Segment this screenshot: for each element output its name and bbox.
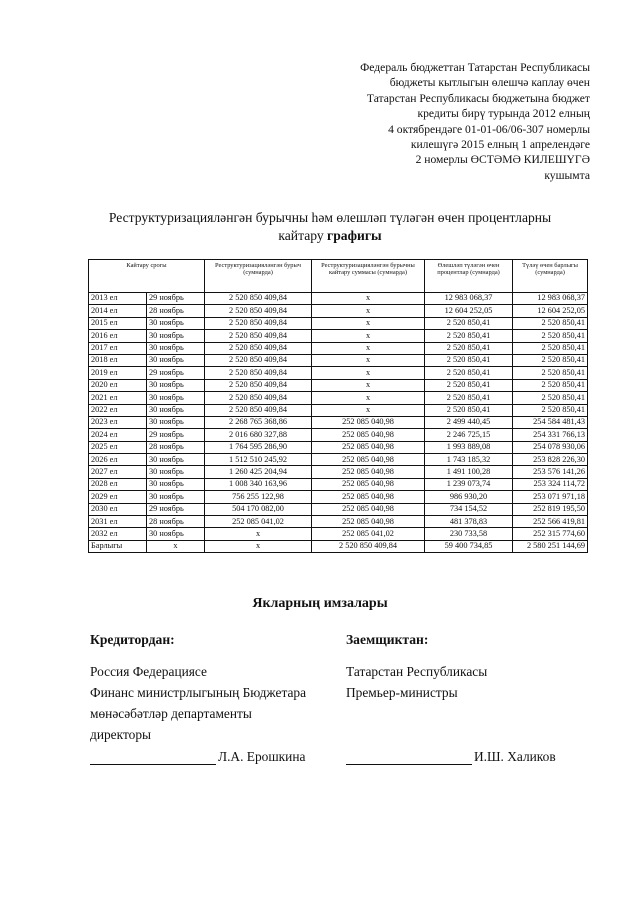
table-row bbox=[89, 516, 588, 528]
creditor-role: Кредитордан: bbox=[90, 632, 175, 647]
interest-amount-cell: 734 154,52 bbox=[425, 503, 513, 515]
interest-amount-cell: 2 520 850,41 bbox=[425, 317, 513, 329]
debt-return-cell: x bbox=[312, 305, 425, 317]
header-line: Федераль бюджеттан Татарстан Республикасы bbox=[360, 61, 590, 74]
restructured-debt-cell: 1 764 595 286,90 bbox=[205, 441, 312, 453]
interest-amount-cell: 12 604 252,05 bbox=[425, 305, 513, 317]
interest-amount-cell: 230 733,58 bbox=[425, 528, 513, 540]
header-line: кушымта bbox=[544, 168, 590, 182]
header-total: Түләү өчен барлыгы (сумнарда) bbox=[513, 260, 588, 293]
term-year-cell: 2027 ел bbox=[89, 466, 147, 478]
header-line: бюджеты кытлыгын өлешчә каплау өчен bbox=[389, 76, 590, 90]
table-row bbox=[89, 379, 588, 391]
total-amount-cell: 2 520 850,41 bbox=[513, 367, 588, 379]
restructured-debt-cell: 252 085 041,02 bbox=[205, 516, 312, 528]
debt-return-cell: 252 085 041,02 bbox=[312, 528, 425, 540]
total-amount-cell: 254 078 930,06 bbox=[513, 441, 588, 453]
borrower-name: И.Ш. Халиков bbox=[474, 749, 556, 764]
total-amount-cell: 254 584 481,43 bbox=[513, 416, 588, 428]
debt-return-cell: x bbox=[312, 404, 425, 416]
term-date-cell: 28 ноябрь bbox=[147, 305, 205, 317]
total-amount-cell: 2 520 850,41 bbox=[513, 342, 588, 354]
total-amount-cell: 253 828 226,30 bbox=[513, 454, 588, 466]
term-year-cell: 2015 ел bbox=[89, 317, 147, 329]
total-amount-cell: 253 576 141,26 bbox=[513, 466, 588, 478]
borrower-line: Премьер-министры bbox=[346, 685, 458, 700]
interest-amount-cell: 2 520 850,41 bbox=[425, 392, 513, 404]
term-date-cell: 30 ноябрь bbox=[147, 491, 205, 503]
borrower-line bbox=[346, 724, 606, 745]
debt-return-cell: x bbox=[312, 293, 425, 305]
interest-amount-cell: 2 520 850,41 bbox=[425, 354, 513, 366]
creditor-position bbox=[90, 661, 350, 745]
restructured-debt-cell: 2 520 850 409,84 bbox=[205, 379, 312, 391]
restructured-debt-cell: 1 260 425 204,94 bbox=[205, 466, 312, 478]
creditor-name: Л.А. Ерошкина bbox=[218, 749, 306, 764]
interest-amount-cell: 59 400 734,85 bbox=[425, 540, 513, 552]
restructured-debt-cell: 2 016 680 327,88 bbox=[205, 429, 312, 441]
borrower-position bbox=[346, 661, 606, 745]
title-line-2-bold: графигы bbox=[327, 228, 382, 243]
restructured-debt-cell: 2 520 850 409,84 bbox=[205, 293, 312, 305]
header-line: 2 номерлы ӨСТӘМӘ КИЛЕШҮГӘ bbox=[415, 153, 590, 167]
total-amount-cell: 2 520 850,41 bbox=[513, 354, 588, 366]
header-interest: Өлешләп түләгән өчен процентлар (сумнарда) bbox=[425, 260, 513, 293]
interest-amount-cell: 2 246 725,15 bbox=[425, 429, 513, 441]
debt-return-cell: 252 085 040,98 bbox=[312, 429, 425, 441]
total-amount-cell: 254 331 766,13 bbox=[513, 429, 588, 441]
term-date-cell: 28 ноябрь bbox=[147, 441, 205, 453]
term-date-cell: 30 ноябрь bbox=[147, 379, 205, 391]
interest-amount-cell: 2 520 850,41 bbox=[425, 379, 513, 391]
table-row bbox=[89, 478, 588, 490]
table-row bbox=[89, 404, 588, 416]
debt-return-cell: 252 085 040,98 bbox=[312, 454, 425, 466]
restructured-debt-cell: 2 520 850 409,84 bbox=[205, 354, 312, 366]
table-row bbox=[89, 330, 588, 342]
debt-return-cell: x bbox=[312, 367, 425, 379]
term-date-cell: 30 ноябрь bbox=[147, 404, 205, 416]
table-row bbox=[89, 342, 588, 354]
restructured-debt-cell: 1 512 510 245,92 bbox=[205, 454, 312, 466]
table-row bbox=[89, 293, 588, 305]
total-amount-cell: 2 520 850,41 bbox=[513, 330, 588, 342]
title-line-2-text: кайтару bbox=[278, 228, 328, 243]
interest-amount-cell: 481 378,83 bbox=[425, 516, 513, 528]
table-header-row bbox=[89, 260, 588, 293]
restructured-debt-cell: 1 008 340 163,96 bbox=[205, 478, 312, 490]
debt-return-cell: 252 085 040,98 bbox=[312, 416, 425, 428]
total-amount-cell: 12 983 068,37 bbox=[513, 293, 588, 305]
title-line-1: Реструктуризацияләнгән бурычны һәм өлешләп түләгән өчен процентларны bbox=[108, 210, 552, 225]
total-amount-cell: 252 315 774,60 bbox=[513, 528, 588, 540]
interest-amount-cell: 2 499 440,45 bbox=[425, 416, 513, 428]
term-date-cell: 29 ноябрь bbox=[147, 429, 205, 441]
borrower-line bbox=[346, 703, 606, 724]
table-row bbox=[89, 454, 588, 466]
interest-amount-cell: 1 491 100,28 bbox=[425, 466, 513, 478]
borrower-role: Заемщиктан: bbox=[346, 632, 429, 647]
debt-return-cell: x bbox=[312, 342, 425, 354]
term-year-cell: 2032 ел bbox=[89, 528, 147, 540]
term-date-cell: 30 ноябрь bbox=[147, 478, 205, 490]
table-row bbox=[89, 491, 588, 503]
term-year-cell: 2020 ел bbox=[89, 379, 147, 391]
header-restructured-debt: Реструктуризацияләнгән бурыч (сумнарда) bbox=[205, 260, 312, 293]
restructured-debt-cell: 2 268 765 368,86 bbox=[205, 416, 312, 428]
term-year-cell: 2017 ел bbox=[89, 342, 147, 354]
term-date-cell: 30 ноябрь bbox=[147, 416, 205, 428]
signatures-title: Якларның имзалары bbox=[252, 596, 388, 611]
table-row bbox=[89, 354, 588, 366]
title-line-2 bbox=[60, 227, 600, 245]
term-year-cell: 2019 ел bbox=[89, 367, 147, 379]
interest-amount-cell: 2 520 850,41 bbox=[425, 342, 513, 354]
creditor-line: мөнәсәбәтләр департаменты bbox=[90, 706, 252, 721]
total-amount-cell: 2 520 850,41 bbox=[513, 404, 588, 416]
term-year-cell: 2028 ел bbox=[89, 478, 147, 490]
header-debt-return: Реструктуризацияләнгән бурычны кайтару суммасы (сумнарда) bbox=[312, 260, 425, 293]
creditor-line: директоры bbox=[90, 727, 152, 742]
term-year-cell: 2016 ел bbox=[89, 330, 147, 342]
table-row bbox=[89, 503, 588, 515]
creditor-line: Финанс министрлыгының Бюджетара bbox=[90, 685, 307, 700]
total-amount-cell: 252 819 195,50 bbox=[513, 503, 588, 515]
term-date-cell: 30 ноябрь bbox=[147, 330, 205, 342]
creditor-sign-line bbox=[90, 749, 350, 765]
table-row bbox=[89, 367, 588, 379]
debt-return-cell: 252 085 040,98 bbox=[312, 441, 425, 453]
term-date-cell: 28 ноябрь bbox=[147, 516, 205, 528]
restructured-debt-cell: x bbox=[205, 528, 312, 540]
interest-amount-cell: 12 983 068,37 bbox=[425, 293, 513, 305]
debt-return-cell: 252 085 040,98 bbox=[312, 503, 425, 515]
table-row bbox=[89, 429, 588, 441]
term-date-cell: 29 ноябрь bbox=[147, 503, 205, 515]
debt-return-cell: 252 085 040,98 bbox=[312, 491, 425, 503]
header-line: килешүгә 2015 елның 1 апрелендәге bbox=[410, 138, 590, 152]
table-body bbox=[89, 293, 588, 553]
header-line: кредиты бирү турында 2012 елның bbox=[417, 107, 590, 121]
debt-return-cell: x bbox=[312, 330, 425, 342]
creditor-signature-block bbox=[90, 632, 350, 765]
header-line: Татарстан Республикасы бюджетына бюджет bbox=[366, 91, 590, 105]
term-year-cell: 2029 ел bbox=[89, 491, 147, 503]
interest-amount-cell: 2 520 850,41 bbox=[425, 330, 513, 342]
term-year-cell: 2014 ел bbox=[89, 305, 147, 317]
signature-underline bbox=[346, 750, 472, 765]
header-line: 4 октябрендәге 01-01-06/06-307 номерлы bbox=[388, 122, 590, 136]
table-row bbox=[89, 392, 588, 404]
term-year-cell: 2030 ел bbox=[89, 503, 147, 515]
total-amount-cell: 253 324 114,72 bbox=[513, 478, 588, 490]
header-term: Кайтару срогы bbox=[89, 260, 205, 293]
debt-return-cell: x bbox=[312, 392, 425, 404]
restructured-debt-cell: 504 170 082,00 bbox=[205, 503, 312, 515]
interest-amount-cell: 1 239 073,74 bbox=[425, 478, 513, 490]
total-amount-cell: 2 580 251 144,69 bbox=[513, 540, 588, 552]
table-row bbox=[89, 528, 588, 540]
term-date-cell: 30 ноябрь bbox=[147, 392, 205, 404]
restructured-debt-cell: 756 255 122,98 bbox=[205, 491, 312, 503]
term-date-cell: 29 ноябрь bbox=[147, 293, 205, 305]
term-year-cell: 2031 ел bbox=[89, 516, 147, 528]
appendix-header bbox=[290, 60, 590, 183]
debt-return-cell: 252 085 040,98 bbox=[312, 466, 425, 478]
debt-return-cell: x bbox=[312, 317, 425, 329]
term-year-cell: 2026 ел bbox=[89, 454, 147, 466]
restructured-debt-cell: x bbox=[205, 540, 312, 552]
term-date-cell: 30 ноябрь bbox=[147, 342, 205, 354]
creditor-line: Россия Федерациясе bbox=[90, 664, 207, 679]
table-total-row bbox=[89, 540, 588, 552]
term-date-cell: 29 ноябрь bbox=[147, 367, 205, 379]
term-date-cell: x bbox=[147, 540, 205, 552]
table-row bbox=[89, 305, 588, 317]
total-amount-cell: 12 604 252,05 bbox=[513, 305, 588, 317]
repayment-schedule-table bbox=[88, 259, 588, 553]
restructured-debt-cell: 2 520 850 409,84 bbox=[205, 305, 312, 317]
restructured-debt-cell: 2 520 850 409,84 bbox=[205, 404, 312, 416]
term-date-cell: 30 ноябрь bbox=[147, 528, 205, 540]
restructured-debt-cell: 2 520 850 409,84 bbox=[205, 330, 312, 342]
restructured-debt-cell: 2 520 850 409,84 bbox=[205, 317, 312, 329]
table-row bbox=[89, 466, 588, 478]
term-year-cell: 2024 ел bbox=[89, 429, 147, 441]
term-year-cell: 2018 ел bbox=[89, 354, 147, 366]
table-row bbox=[89, 317, 588, 329]
document-title bbox=[60, 209, 600, 245]
interest-amount-cell: 2 520 850,41 bbox=[425, 367, 513, 379]
total-amount-cell: 2 520 850,41 bbox=[513, 392, 588, 404]
term-year-cell: 2023 ел bbox=[89, 416, 147, 428]
table-row bbox=[89, 416, 588, 428]
debt-return-cell: 252 085 040,98 bbox=[312, 516, 425, 528]
restructured-debt-cell: 2 520 850 409,84 bbox=[205, 342, 312, 354]
term-date-cell: 30 ноябрь bbox=[147, 466, 205, 478]
total-amount-cell: 252 566 419,81 bbox=[513, 516, 588, 528]
interest-amount-cell: 1 743 185,32 bbox=[425, 454, 513, 466]
debt-return-cell: x bbox=[312, 379, 425, 391]
debt-return-cell: x bbox=[312, 354, 425, 366]
term-date-cell: 30 ноябрь bbox=[147, 317, 205, 329]
restructured-debt-cell: 2 520 850 409,84 bbox=[205, 392, 312, 404]
total-amount-cell: 2 520 850,41 bbox=[513, 317, 588, 329]
borrower-sign-line bbox=[346, 749, 606, 765]
table-row bbox=[89, 441, 588, 453]
signature-underline bbox=[90, 750, 216, 765]
term-year-cell: 2025 ел bbox=[89, 441, 147, 453]
total-label-cell: Барлыгы bbox=[89, 540, 147, 552]
interest-amount-cell: 2 520 850,41 bbox=[425, 404, 513, 416]
interest-amount-cell: 1 993 889,08 bbox=[425, 441, 513, 453]
borrower-signature-block bbox=[346, 632, 606, 765]
term-date-cell: 30 ноябрь bbox=[147, 354, 205, 366]
debt-return-cell: 2 520 850 409,84 bbox=[312, 540, 425, 552]
term-year-cell: 2013 ел bbox=[89, 293, 147, 305]
borrower-line: Татарстан Республикасы bbox=[346, 664, 488, 679]
debt-return-cell: 252 085 040,98 bbox=[312, 478, 425, 490]
restructured-debt-cell: 2 520 850 409,84 bbox=[205, 367, 312, 379]
term-year-cell: 2022 ел bbox=[89, 404, 147, 416]
total-amount-cell: 253 071 971,18 bbox=[513, 491, 588, 503]
term-year-cell: 2021 ел bbox=[89, 392, 147, 404]
term-date-cell: 30 ноябрь bbox=[147, 454, 205, 466]
interest-amount-cell: 986 930,20 bbox=[425, 491, 513, 503]
total-amount-cell: 2 520 850,41 bbox=[513, 379, 588, 391]
